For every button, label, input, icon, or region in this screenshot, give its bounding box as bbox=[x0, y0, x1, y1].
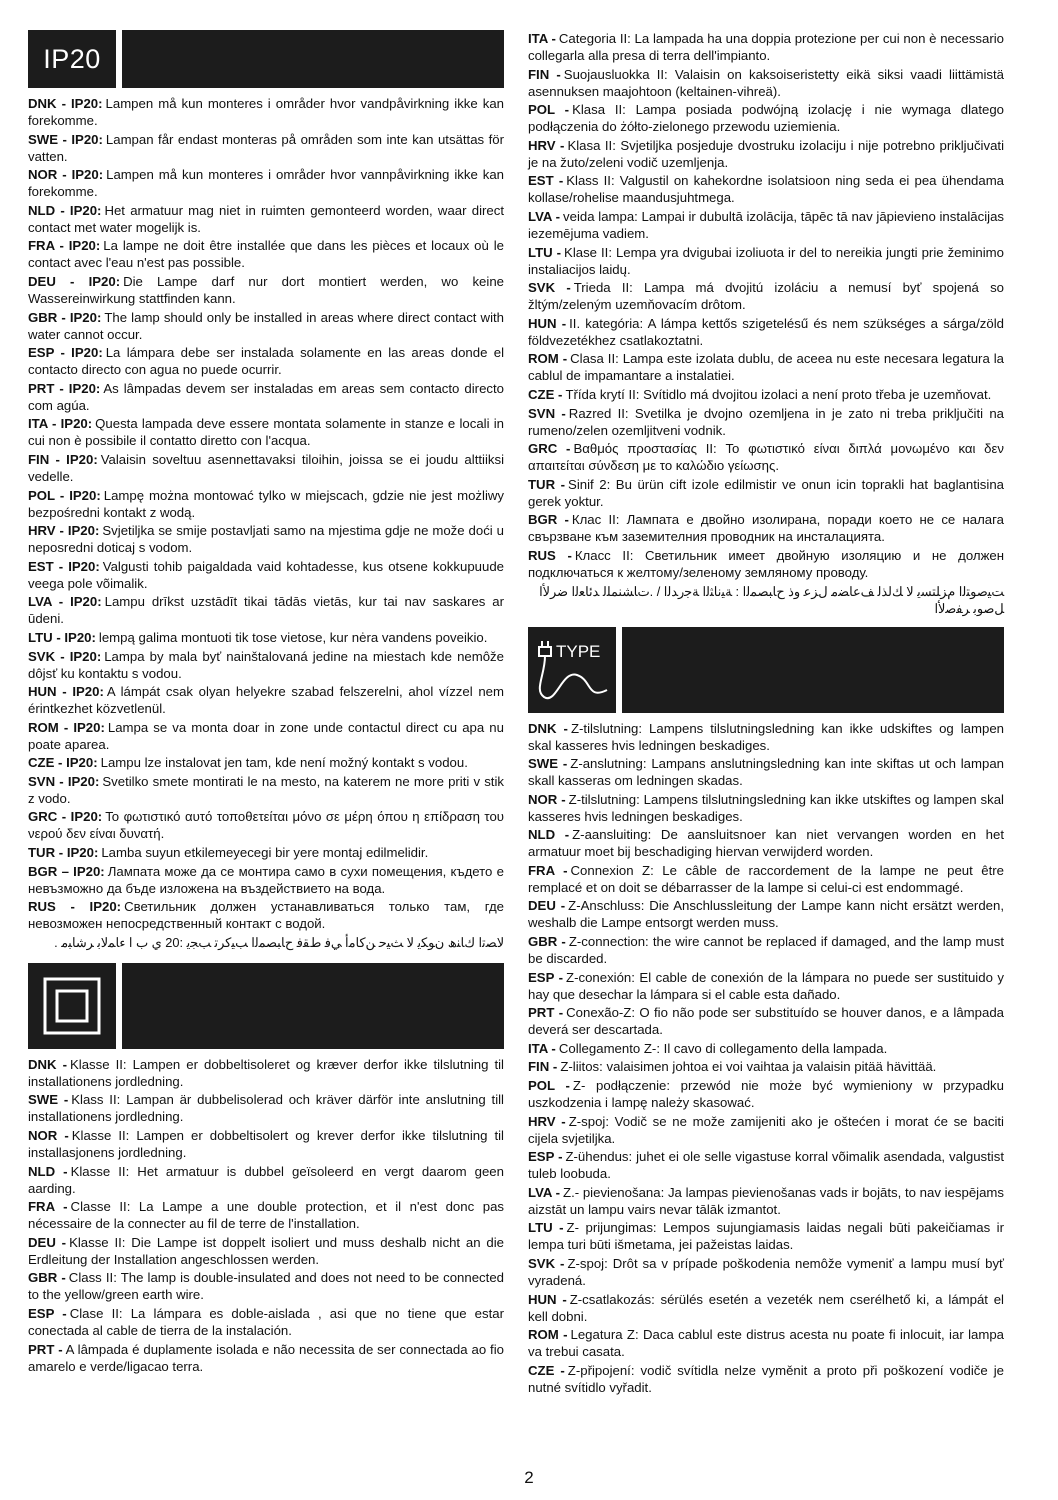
ip20-entry bbox=[28, 648, 504, 682]
country-code: SVK - IP20: bbox=[28, 648, 102, 664]
country-code: SWE - bbox=[528, 756, 568, 772]
entry-text: Collegamento Z-: Il cavo di collegamento della lampada. bbox=[558, 1040, 888, 1056]
entry-text: Svjetiljka se smije postavljati samo na mjestima gdje ne može doći u neposredni doticaj s vodom. bbox=[28, 523, 504, 556]
entry-text: Lampę można montować tylko w miejscach, gdzie nie jest możliwy bezpośredni kontakt z wodą. bbox=[28, 487, 504, 520]
entry-text: La lámpara debe ser instalada solamente en las areas donde el contacto directo con agua no puede ocurrir. bbox=[28, 345, 504, 378]
country-code: SVN - IP20: bbox=[28, 773, 100, 789]
country-code: ROM - IP20: bbox=[28, 719, 105, 735]
type-z-entry bbox=[528, 1040, 1004, 1057]
class2-entry bbox=[528, 350, 1004, 384]
class2-entry bbox=[528, 547, 1004, 581]
entry-text: Lampu lze instalovat jen tam, kde není možný kontakt s vodou. bbox=[100, 755, 468, 771]
class2-entry bbox=[528, 244, 1004, 278]
class2-entry bbox=[28, 1056, 504, 1090]
entry-text: Το φωτιστικό αυτό τοποθετείται μόνο σε μέρη όπου η επίδραση του νερού δεν είναι δυνατή. bbox=[28, 809, 505, 842]
ip20-entry bbox=[28, 522, 504, 556]
entry-text: Z-csatlakozás: sérülés esetén a vezeték nem cserélhető ki, a lámpát el kell dobni. bbox=[528, 1291, 1004, 1324]
country-code: RUS - IP20: bbox=[28, 899, 122, 915]
entry-text: Clasa II: Lampa este izolata dublu, de aceea nu este necesara legatura la cablul de impamantare a instalatiei. bbox=[528, 351, 1004, 384]
country-code: CZE - bbox=[528, 1362, 565, 1378]
class2-entry bbox=[528, 30, 1004, 64]
class2-entries-right bbox=[528, 30, 1004, 581]
country-code: DNK - bbox=[528, 720, 568, 736]
country-code: CZE - IP20: bbox=[28, 755, 98, 771]
country-code: GBR - IP20: bbox=[28, 309, 102, 325]
country-code: POL - IP20: bbox=[28, 487, 101, 503]
country-code: POL - bbox=[528, 1078, 570, 1094]
ip20-entry bbox=[28, 487, 504, 521]
country-code: NLD - bbox=[28, 1163, 68, 1179]
type-z-entry bbox=[528, 1004, 1004, 1038]
ip20-entry bbox=[28, 166, 504, 200]
ip20-entry bbox=[28, 629, 504, 646]
entry-text: Suojausluokka II: Valaisin on kaksoiseristetty eikä siksi vaadi liittämistä asennuksen maajohtoon (keltainen-vihreä). bbox=[528, 66, 1004, 99]
country-code: BGR – IP20: bbox=[28, 863, 105, 879]
country-code: SVK - bbox=[528, 1256, 565, 1271]
class2-entry bbox=[528, 172, 1004, 206]
class2-entry bbox=[528, 101, 1004, 135]
entry-text: Trieda II: Lampa má dvojitú izoláciu a nemusí byť spojená so žltým/zeleným uzemňovacím drôtom. bbox=[528, 280, 1004, 313]
country-code: PRT - bbox=[28, 1341, 63, 1357]
country-code: CZE - bbox=[528, 386, 563, 402]
class2-entry bbox=[28, 1163, 504, 1197]
country-code: ITA - bbox=[528, 31, 556, 46]
ip20-entry bbox=[28, 202, 504, 236]
class2-entry bbox=[528, 386, 1004, 403]
country-code: TUR - IP20: bbox=[28, 845, 99, 861]
entry-text: Z-spoj: Drôt sa v prípade poškodenia nemôže vymeniť a lampu musí byť vyradená. bbox=[528, 1256, 1005, 1288]
country-code: ITA - bbox=[528, 1040, 556, 1056]
entry-text: Z-Anschluss: Die Anschlussleitung der Lampe kann nicht ersätzt werden, weshalb die Lampe entsorgt werden muss. bbox=[528, 898, 1004, 931]
entry-text: Лампата може да се монтира само в сухи помещения, където е невъзможно да бъде изложена на въздействието на вода. bbox=[28, 863, 504, 896]
class2-entry bbox=[528, 137, 1004, 171]
class2-banner bbox=[28, 963, 504, 1049]
class2-entry bbox=[528, 315, 1004, 349]
ip20-entry bbox=[28, 309, 504, 343]
country-code: EST - IP20: bbox=[28, 558, 100, 574]
entry-text: Klass II: Valgustil on kahekordne isolatsioon ning seda ei pea ühendama kollase/rohelise maandusjuhtmega. bbox=[528, 173, 1005, 206]
class2-entry bbox=[28, 1269, 504, 1303]
class2-entry bbox=[28, 1234, 504, 1268]
class2-entry bbox=[28, 1127, 504, 1161]
entry-text: Klasse II: Die Lampe ist doppelt isoliert und muss deshalb nicht an die Erdleitung der Installation angeschlossen werden. bbox=[28, 1234, 504, 1267]
country-code: LTU - bbox=[528, 244, 562, 260]
type-z-entry bbox=[528, 791, 1004, 825]
country-code: NOR - bbox=[28, 1128, 69, 1144]
entry-text: veida lampa: Lampai ir dubultā izolācija, tāpēc tā nav jāpievieno instalācijas iezemējuma vadiem. bbox=[528, 208, 1004, 241]
ip20-entries bbox=[28, 95, 504, 932]
ip20-entry bbox=[28, 844, 504, 861]
class2-entry bbox=[528, 279, 1004, 313]
entry-text: Clase II: La lámpara es doble-aislada , asi que no tiene que estar conectada al cable de tierra de la instalación. bbox=[28, 1306, 504, 1338]
entry-text: Klase II: Lempa yra dvigubai izoliuota ir del to nereikia jungti prie žeminimo instaliacijos laidų. bbox=[528, 244, 1004, 277]
country-code: NLD - IP20: bbox=[28, 202, 102, 218]
entry-text: Z-tilslutning: Lampens tilslutningsledning kan ikke udskiftes og lampen skal kasseres hvis ledningen beskadiges. bbox=[528, 720, 1004, 753]
type-z-entry bbox=[528, 826, 1004, 860]
country-code: FRA - bbox=[528, 862, 568, 878]
country-code: FIN - IP20: bbox=[28, 451, 98, 467]
type-z-entry bbox=[528, 720, 1004, 754]
ip20-entry bbox=[28, 273, 504, 307]
country-code: HRV - IP20: bbox=[28, 523, 100, 539]
country-code: GRC - bbox=[528, 441, 571, 457]
entry-text: Lampan får endast monteras på områden som inte kan utsättas för vatten. bbox=[28, 131, 504, 164]
country-code: FRA - bbox=[28, 1199, 68, 1215]
country-code: LTU - bbox=[528, 1220, 564, 1236]
type-z-banner bbox=[528, 627, 1004, 713]
type-z-entry bbox=[528, 1077, 1004, 1111]
ip20-entry bbox=[28, 380, 504, 414]
entry-text: Sinif 2: Bu ürün cift izole edilmistir ve onun icin toprakli hat baglantisina gerek yoktur. bbox=[528, 476, 1004, 509]
entry-text: Razred II: Svetilka je dvojno ozemljena in je zato ni treba priključiti na rumeno/zelen ozemljitveni vodnik. bbox=[528, 405, 1005, 438]
entry-text: Lampu drīkst uzstādīt tikai tādās vietās, kur tai nav saskares ar ūdeni. bbox=[28, 594, 504, 627]
entry-text: La lampe ne doit être installée que dans les pièces et locaux où le contact avec l'eau n'est pas possible. bbox=[28, 238, 504, 271]
entry-text: Lampa by mala byť nainštalovaná jedine na miestach kde nemôže dôjsť ku kontaktu s vodou. bbox=[28, 648, 504, 681]
country-code: NOR - IP20: bbox=[28, 167, 104, 183]
entry-text: Z-liitos: valaisimen johtoa ei voi vaihtaa ja valaisin pitää hävittää. bbox=[560, 1059, 937, 1075]
country-code: SWE - IP20: bbox=[28, 131, 103, 147]
country-code: FIN - bbox=[528, 66, 561, 82]
entry-text: Lamba suyun etkilemeyecegi bir yere montaj edilmelidir. bbox=[101, 845, 429, 861]
country-code: ROM - bbox=[528, 1327, 568, 1343]
plug-cord-type-icon bbox=[528, 627, 622, 713]
entry-text: Conexão-Z: O fio não pode ser substituído se houver danos, e a lâmpada deverá ser descartada. bbox=[528, 1005, 1004, 1038]
type-z-entry bbox=[528, 755, 1004, 789]
entry-text: Klasse II: Het armatuur is dubbel geïsoleerd en vergt daarom geen aarding. bbox=[28, 1163, 504, 1196]
entry-text: Questa lampada deve essere montata solamente in stanze e locali in cui non è possibile il contatto diretto con l'acqua. bbox=[28, 416, 505, 449]
entry-text: Z- prijungimas: Lempos sujungiamasis laidas negali būti pakeičiamas ir lempa turi būti išmetama, jei pažeistas laidas. bbox=[528, 1220, 1004, 1253]
country-code: SVK - bbox=[528, 280, 571, 296]
entry-text: Βαθμός προστασίας II: Το φωτιστικό είναι διπλά μονωμένο και δεν απαιτείται σύνδεση με το καλώδιο γείωσης. bbox=[528, 441, 1004, 474]
ip20-entry bbox=[28, 415, 504, 449]
entry-text: lempą galima montuoti tik tose vietose, kur nėra vandens poveikio. bbox=[98, 629, 488, 645]
country-code: NLD - bbox=[528, 827, 570, 843]
country-code: GRC - IP20: bbox=[28, 809, 103, 825]
country-code: PRT - bbox=[528, 1005, 564, 1021]
entry-text: Lampen må kun monteres i områder hvor vandpåvirkning ikke kan forekomme. bbox=[28, 96, 505, 128]
country-code: GBR - bbox=[28, 1270, 66, 1286]
entry-text: Třída krytí II: Svítidlo má dvojitou izolaci a není proto třeba je uzemňovat. bbox=[565, 386, 992, 402]
entry-text: Class II: The lamp is double-insulated and does not need to be connected to the yellow/green earth wire. bbox=[28, 1270, 504, 1303]
type-z-entry bbox=[528, 933, 1004, 967]
country-code: BGR - bbox=[528, 512, 569, 528]
country-code: DEU - IP20: bbox=[28, 273, 121, 289]
class2-entry bbox=[28, 1198, 504, 1232]
entry-text: II. kategória: A lámpa kettős szigetelésű és nem szükséges a sárga/zöld földvezetékhez csatlakoztatni. bbox=[528, 315, 1004, 348]
country-code: SVN - bbox=[528, 405, 566, 421]
ip20-entry bbox=[28, 863, 504, 897]
class2-entry bbox=[528, 440, 1004, 474]
entry-text: Klasse II: Lampen er dobbeltisolert og krever derfor ikke tilslutning til installasjonens jordledning. bbox=[28, 1128, 504, 1161]
type-z-entry bbox=[528, 1255, 1004, 1289]
country-code: ESP - bbox=[528, 969, 564, 985]
type-z-entry bbox=[528, 1058, 1004, 1075]
country-code: POL - bbox=[528, 102, 570, 118]
country-code: FIN - bbox=[528, 1059, 558, 1075]
country-code: HRV - bbox=[528, 137, 565, 153]
class2-entry bbox=[528, 511, 1004, 545]
ip20-entry bbox=[28, 754, 504, 771]
entry-text: Клас II: Лампата е двойно изолирана, поради което не се налага свързване към заземителния проводник на инсталацията. bbox=[528, 512, 1004, 545]
type-z-entry bbox=[528, 1148, 1004, 1182]
country-code: HUN - bbox=[528, 1291, 567, 1307]
class2-entry bbox=[28, 1341, 504, 1375]
type-z-entry bbox=[528, 1219, 1004, 1253]
ip20-arabic-text: ﻻﺼﺗا كﺎﻨھ نﻮﻜﯾ ﻻ ﺚﯿﺣ ﻦﻛﺎﻣأ ﻲﻓ طﻘﻓ حﺎﺒﺼﻤﻟا ﺐﯿﻛﺮﺗ ﺐﺠﯾ :20 ي ب ا ءﺎﻤﻟﺎﺑ ﺮﺷﺎﺒﻣ . bbox=[54, 934, 504, 950]
entry-text: Die Lampe darf nur dort montiert werden, wo keine Wassereinwirkung stattfinden kann. bbox=[28, 273, 504, 306]
ip20-entry bbox=[28, 773, 504, 807]
entry-text: Legatura Z: Daca cablul este distrus acesta nu poate fi inlocuit, iar lampa va trebui casata. bbox=[528, 1327, 1004, 1360]
type-z-entry bbox=[528, 969, 1004, 1003]
entry-text: A lámpát csak olyan helyekre szabad felszerelni, ahol vízzel nem érintkezhet közvetlenül. bbox=[28, 684, 505, 717]
ip20-entry bbox=[28, 593, 504, 627]
entry-text: Z-spoj: Vodič se ne može zamijeniti ako je oštećen i morat će se baciti cijela svjetiljka. bbox=[528, 1113, 1004, 1146]
ip20-entry bbox=[28, 344, 504, 378]
entry-text: Z-anslutning: Lampans anslutningsledning kan inte skiftas ut och lampan skall kasseras om ledningen skadas. bbox=[528, 756, 1004, 789]
entry-text: Classe II: La Lampe a une double protection, et il n'est donc pas nécessaire de la connecter au fil de terre de l'installation. bbox=[28, 1199, 504, 1232]
type-z-entries bbox=[528, 720, 1004, 1396]
entry-text: Connexion Z: Le câble de raccordement de la lampe ne peut être remplacé et on doit se débarrasser de la lampe si celui-ci est endommagé. bbox=[528, 862, 1004, 895]
type-z-entry bbox=[528, 1113, 1004, 1147]
page-number: 2 bbox=[524, 1468, 534, 1487]
entry-text: Lampa se va monta doar in zone unde contactul direct cu apa nu poate aparea. bbox=[28, 719, 504, 752]
entry-text: Класс II: Светильник имеет двойную изоляцию и не должен подключаться к желтому/зеленому земляному проводу. bbox=[528, 547, 1005, 580]
class2-entry bbox=[528, 405, 1004, 439]
ip20-title: IP20 bbox=[28, 30, 122, 88]
double-square-class-ii-icon bbox=[28, 963, 122, 1049]
entry-text: Светильник должен устанавливаться только там, где невозможен непосредственный контакт с водой. bbox=[28, 899, 504, 932]
entry-text: A lâmpada é duplamente isolada e não necessita de ser connectada ao fio amarelo e verde/ligacao terra. bbox=[28, 1341, 504, 1374]
entry-text: The lamp should only be installed in areas where direct contact with water cannot occur. bbox=[28, 309, 505, 342]
country-code: DEU - bbox=[28, 1234, 67, 1250]
entry-text: Klasse II: Lampen er dobbeltisoleret og kræver derfor ikke tilslutning til installationens jordledning. bbox=[28, 1056, 504, 1089]
country-code: LVA - bbox=[528, 1184, 561, 1200]
entry-text: Klass II: Lampan är dubbelisolerad och kräver därför inte anslutning till installationens jordledning. bbox=[28, 1092, 504, 1125]
entry-text: Klasa II: Lampa posiada podwójną izolację i nie wymaga dlatego podłączenia do żółto-zielonego przewodu uziemienia. bbox=[528, 102, 1004, 135]
ip20-entry bbox=[28, 237, 504, 271]
class2-entry bbox=[528, 66, 1004, 100]
entry-text: Valgusti tohib paigaldada vaid kohtadesse, kus otsene kokkupuude veega pole võimalik. bbox=[28, 558, 504, 591]
country-code: DNK - bbox=[28, 1056, 67, 1072]
entry-text: Z-aansluiting: De aansluitsnoer kan niet vervangen worden en het armatuur moet bij beschadiging hiervan verwijderd worden. bbox=[528, 827, 1004, 860]
ip20-entry bbox=[28, 131, 504, 165]
type-z-entry bbox=[528, 1291, 1004, 1325]
entry-text: Z-connection: the wire cannot be replaced if damaged, and the lamp must be discarded. bbox=[528, 934, 1004, 967]
country-code: SWE - bbox=[28, 1092, 69, 1108]
right-column bbox=[528, 30, 1004, 1397]
ip20-entry bbox=[28, 719, 504, 753]
country-code: GBR - bbox=[528, 934, 566, 950]
country-code: HUN - bbox=[528, 315, 567, 331]
type-z-entry bbox=[528, 1184, 1004, 1218]
left-column bbox=[28, 30, 504, 1376]
entry-text: Z-připojení: vodič svítidla nelze vyměnit a proto při poškození vodiče je nutné svítidlo vyřadit. bbox=[528, 1362, 1004, 1395]
type-z-entry bbox=[528, 1326, 1004, 1360]
ip20-entry bbox=[28, 558, 504, 592]
country-code: LVA - bbox=[528, 208, 561, 224]
country-code: TUR - bbox=[528, 476, 566, 492]
entry-text: As lâmpadas devem ser instaladas em areas sem contacto directo com agúa. bbox=[28, 380, 504, 413]
ip20-entry bbox=[28, 451, 504, 485]
entry-text: Z- podłączenie: przewód nie może być wymieniony w przypadku uszkodzenia i lampę należy skasować. bbox=[528, 1078, 1004, 1111]
entry-text: Z-ühendus: juhet ei ole selle vigastuse korral võimalik asendada, valgustist tuleb loobuda. bbox=[528, 1149, 1004, 1182]
country-code: HUN - IP20: bbox=[28, 684, 104, 700]
class2-entry bbox=[528, 208, 1004, 242]
ip20-entry bbox=[28, 808, 504, 842]
entry-text: Lampen må kun monteres i områder hvor vannpåvirkning ikke kan forekomme. bbox=[28, 167, 505, 200]
ip20-banner bbox=[28, 30, 504, 88]
ip20-entry bbox=[28, 95, 504, 129]
class2-entry bbox=[28, 1091, 504, 1125]
entry-text: Z-tilslutning: Lampens tilslutningsledning kan ikke utskiftes og lampen skal kasseres hvis ledningen beskadiges. bbox=[528, 791, 1004, 824]
ip20-entry bbox=[28, 683, 504, 717]
class2-entry bbox=[528, 476, 1004, 510]
country-code: ESP - IP20: bbox=[28, 345, 103, 361]
country-code: ESP - bbox=[28, 1306, 67, 1321]
country-code: DEU - bbox=[528, 898, 566, 914]
country-code: PRT - IP20: bbox=[28, 380, 101, 396]
type-icon-label: TYPE bbox=[556, 641, 601, 661]
entry-text: Z-conexión: El cable de conexión de la lámpara no puede ser sustituido y hay que desechar la lámpara si el cable esta dañado. bbox=[528, 969, 1004, 1002]
country-code: LVA - IP20: bbox=[28, 594, 102, 610]
class2-arabic-text: ﺖﯿﺻﻮﺘﻟا مﺰﻠﺘﺴﯾ ﻻ ﻚﻟﺬﻟ ﻒﻋﺎﻀﻣ لﺰﻋ وذ حﺎﺒﺼﻤﻟا : ﺔﯿﻧﺎﺜﻟا ﺔﺟرﺪﻟا / .تﺎﺸﻨﻤﻠﻟ ﺪﺋﺎﻌﻟا ضرﻷا ﻞﺻﻮﺑ ﺮﻔﺻﻷا bbox=[539, 583, 1004, 616]
entry-text: Het armatuur mag niet in ruimten gemonteerd worden, waar direct contact met water mogelijk is. bbox=[28, 202, 504, 235]
type-z-entry bbox=[528, 862, 1004, 896]
entry-text: Klasa II: Svjetiljka posjeduje dvostruku izolaciju i nije potrebno priključivati je na žuto/zeleni vodič uzemljenja. bbox=[528, 137, 1004, 170]
country-code: HRV - bbox=[528, 1113, 566, 1129]
country-code: LTU - IP20: bbox=[28, 629, 96, 645]
country-code: EST - bbox=[528, 173, 564, 189]
entry-text: Svetilko smete montirati le na mesto, na katerem ne more priti v stik z vodo. bbox=[28, 773, 504, 806]
country-code: DNK - IP20: bbox=[28, 96, 103, 111]
class2-entries-left bbox=[28, 1056, 504, 1375]
type-z-entry bbox=[528, 1362, 1004, 1396]
country-code: ESP - bbox=[528, 1149, 563, 1165]
country-code: RUS - bbox=[528, 547, 572, 563]
ip20-entry bbox=[28, 898, 504, 932]
entry-text: Categoria II: La lampada ha una doppia protezione per cui non è necessario collegarla alla presa di terra dell'impianto. bbox=[528, 31, 1004, 63]
entry-text: Valaisin soveltuu asennettavaksi tiloihin, joissa se ei joudu alttiiksi vedelle. bbox=[28, 451, 505, 484]
class2-entry bbox=[28, 1305, 504, 1339]
type-z-entry bbox=[528, 897, 1004, 931]
country-code: ITA - IP20: bbox=[28, 416, 93, 432]
entry-text: Z.- pievienošana: Ja lampas pievienošanas vads ir bojāts, to nav iespējams aizstāt un lampu vairs nevar tālāk izmantot. bbox=[528, 1184, 1004, 1217]
country-code: ROM - bbox=[528, 351, 568, 367]
country-code: FRA - IP20: bbox=[28, 238, 101, 254]
country-code: NOR - bbox=[528, 791, 566, 807]
